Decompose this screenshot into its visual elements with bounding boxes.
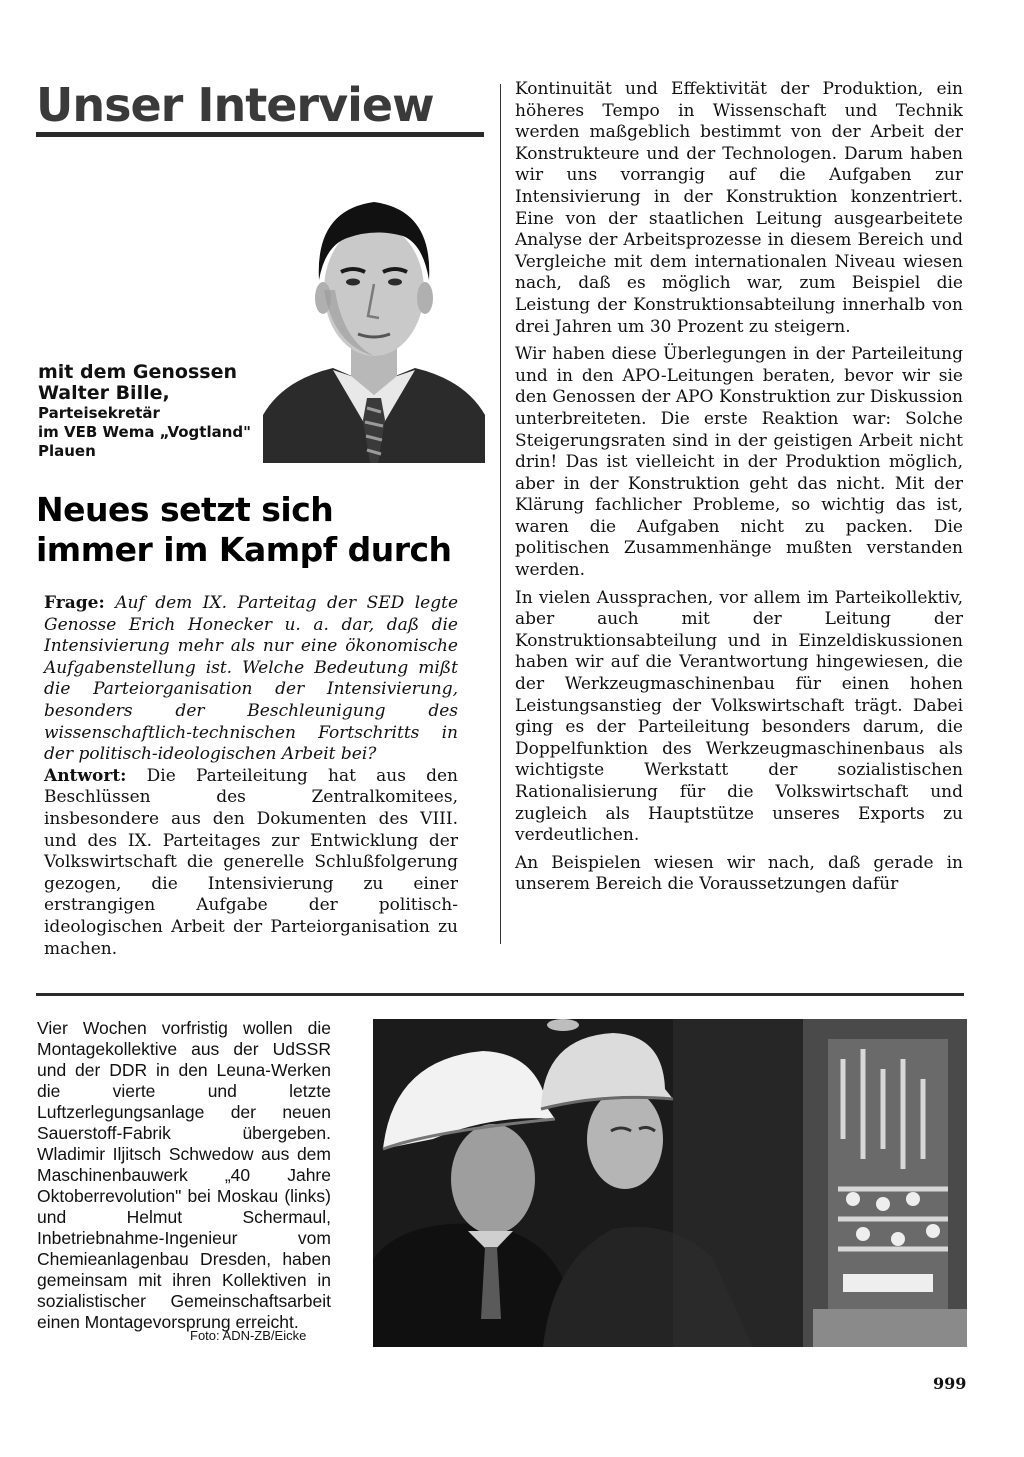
headline-line-1: Neues setzt sich xyxy=(36,490,334,529)
question-text: Auf dem IX. Parteitag der SED legte Genosse Erich Honecker u. a. dar, daß die Intensivierung mehr als nur eine ökonomische Aufgabenstellung ist. Welche Bedeutung mißt die Parteiorganisation der Intensivierung, besonders der Beschleunigung des wissenschaftlich-technischen Fortschritts in der politisch-ideologischen Arbeit bei? xyxy=(44,593,459,765)
question-paragraph xyxy=(44,593,458,766)
interviewee-city: Plauen xyxy=(38,442,96,460)
question-label: Frage: xyxy=(44,593,105,613)
photo-credit: Foto: ADN-ZB/Eicke xyxy=(190,1328,307,1343)
article-right-column xyxy=(515,79,963,902)
interviewee-byline xyxy=(38,362,268,461)
interviewee-intro: mit dem Genossen xyxy=(38,361,237,383)
body-paragraph: Kontinuität und Effektivität der Produktion, ein höheres Tempo in Wissenschaft und Technik werden maßgeblich bestimmt von der Arbeit der Konstrukteure und der Technologen. Darum haben wir uns vorrangig auf die Aufgaben zur Intensivierung in der Konstruktion konzentriert. Eine von der staatlichen Leitung ausgearbeitete Analyse der Arbeitsprozesse in diesem Bereich und Vergleiche mit dem internationalen Niveau wiesen nach, daß es möglich war, zum Beispiel die Leistung der Konstruktionsabteilung innerhalb von drei Jahren um 30 Prozent zu steigern. xyxy=(515,79,963,337)
article-headline xyxy=(36,490,486,570)
body-paragraph: Wir haben diese Überlegungen in der Parteileitung und in den APO-Leitungen beraten, bevor wir sie den Genossen der APO Konstruktion zur Diskussion unterbreiteten. Die erste Reaktion war: Solche Steigerungsraten sind in der geistigen Arbeit nicht drin! Das ist vielleicht in der Produktion möglich, aber in der Konstruktion geht das nicht. Mit der Klärung fachlicher Probleme, so wichtig das ist, waren die Aufgaben nicht zu packen. Die politischen Zusammenhänge mußten verstanden werden. xyxy=(515,344,963,581)
section-title: Unser Interview xyxy=(36,78,434,132)
interviewee-company: im VEB Wema „Vogtland" xyxy=(38,423,251,441)
photo-caption: Vier Wochen vorfristig wollen die Montagekollektive aus der UdSSR und der DDR in den Leuna-Werken die vierte und letzte Luftzerlegungsanlage der neuen Sauerstoff-Fabrik übergeben. Wladimir Iljitsch Schwedow aus dem Maschinenbauwerk „40 Jahre Oktoberrevolution" bei Moskau (links) und Helmut Schermaul, Inbetriebnahme-Ingenieur vom Chemieanlagenbau Dresden, haben gemeinsam mit ihren Kollektiven in sozialistischer Gemeinschaftsarbeit einen Montagevorsprung erreicht. xyxy=(37,1018,331,1332)
body-paragraph: An Beispielen wiesen wir nach, daß gerade in unserem Bereich die Voraussetzungen dafür xyxy=(515,852,963,895)
answer-text: Die Parteileitung hat aus den Beschlüssen des Zentralkomitees, insbesondere aus den Dokumenten des VIII. und des IX. Parteitages zur Entwicklung der Volkswirtschaft die generelle Schlußfolgerung gezogen, die Intensivierung zu einer erstrangigen Aufgabe der politisch-ideologischen Arbeit der Parteiorganisation zu machen. xyxy=(44,765,459,959)
workers-photo xyxy=(373,1019,967,1347)
body-paragraph: In vielen Aussprachen, vor allem im Parteikollektiv, aber auch mit der Leitung der Konstruktionsabteilung und in Einzeldiskussionen haben wir auf die Verantwortung hingewiesen, die der Werkzeugmaschinenbau für einen hohen Leistungsanstieg der Volkswirtschaft trägt. Dabei ging es der Parteileitung besonders darum, die Doppelfunktion des Werkzeugmaschinenbaus als wichtigste Werkstatt der sozialistischen Rationalisierung für die Volkswirtschaft und zugleich als Hauptstütze unseres Exports zu verdeutlichen. xyxy=(515,587,963,846)
column-divider xyxy=(500,84,501,944)
page-number: 999 xyxy=(933,1374,967,1393)
interviewee-role: Parteisekretär xyxy=(38,404,160,422)
section-divider-rule xyxy=(36,993,964,996)
portrait-photo xyxy=(263,180,485,463)
interviewee-name: Walter Bille, xyxy=(38,382,170,404)
answer-label: Antwort: xyxy=(44,765,127,786)
headline-line-2: immer im Kampf durch xyxy=(36,530,452,569)
answer-paragraph xyxy=(44,766,458,960)
section-title-rule xyxy=(36,132,484,137)
article-left-column xyxy=(44,593,458,960)
